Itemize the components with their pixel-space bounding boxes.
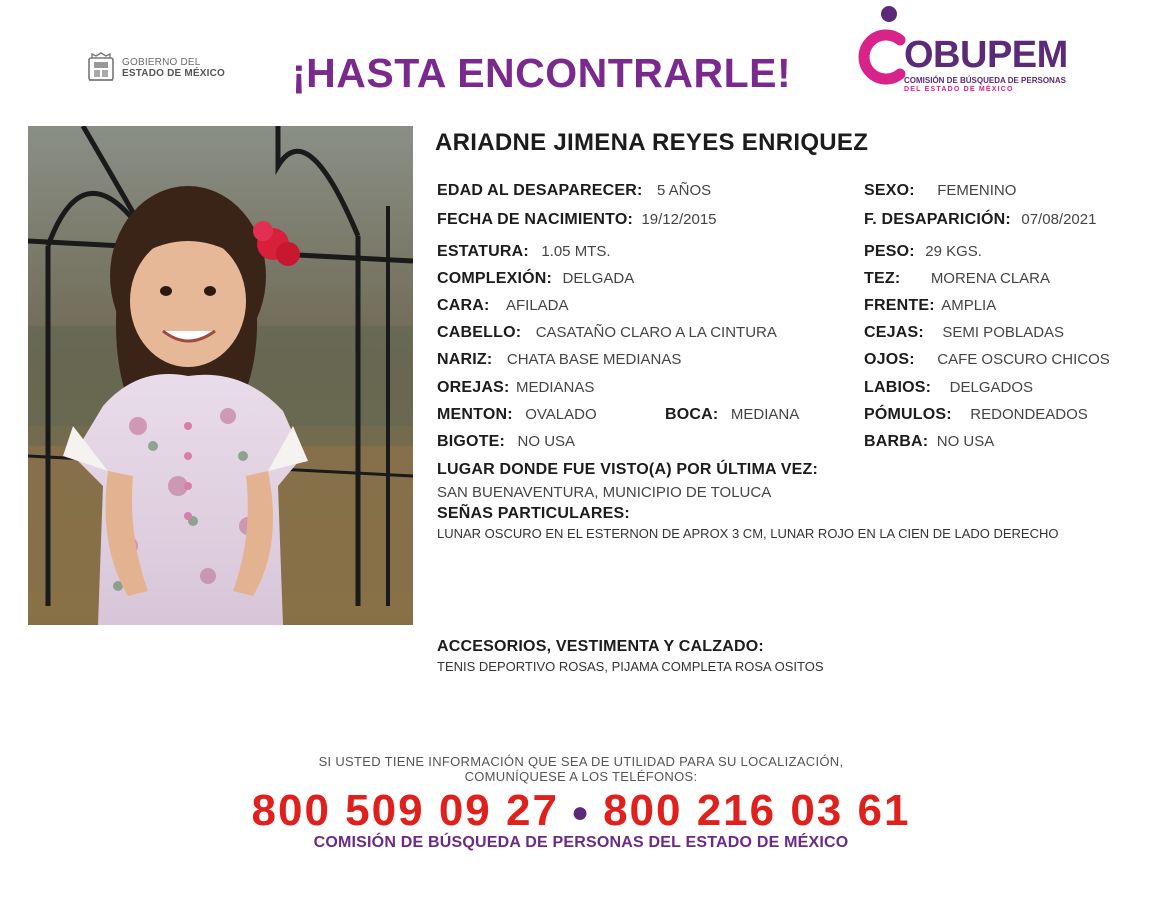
gov-logo-text <box>122 57 225 79</box>
field-pomulos-label: PÓMULOS: <box>864 406 952 423</box>
phone-number-1[interactable]: 800 509 09 27 <box>251 786 559 835</box>
field-menton-value: OVALADO <box>525 406 597 423</box>
field-desaparicion <box>864 211 1096 229</box>
field-cabello-label: CABELLO: <box>437 324 522 341</box>
field-tez <box>864 270 1050 288</box>
field-ojos-value: CAFE OSCURO CHICOS <box>937 351 1110 368</box>
field-boca-label: BOCA: <box>665 406 719 423</box>
footer-info-line2: COMUNÍQUESE A LOS TELÉFONOS: <box>464 769 698 784</box>
field-nacimiento <box>437 211 717 229</box>
field-nacimiento-value: 19/12/2015 <box>641 211 717 228</box>
agency-logo <box>856 4 1066 100</box>
field-lugar <box>437 461 818 501</box>
field-complexion <box>437 270 634 288</box>
phone-number-2[interactable]: 800 216 03 61 <box>603 786 911 835</box>
person-name: ARIADNE JIMENA REYES ENRIQUEZ <box>435 129 869 156</box>
field-peso-label: PESO: <box>864 243 915 260</box>
field-edad-label: EDAD AL DESAPARECER: <box>437 182 643 199</box>
field-bigote-label: BIGOTE: <box>437 433 506 450</box>
field-menton-label: MENTON: <box>437 406 513 423</box>
field-lugar-label: LUGAR DONDE FUE VISTO(A) POR ÚLTIMA VEZ: <box>437 461 819 478</box>
field-desaparicion-label: F. DESAPARICIÓN: <box>864 211 1011 228</box>
field-cara-value: AFILADA <box>506 297 569 314</box>
agency-logo-word: OBUPEM <box>904 34 1068 76</box>
field-nacimiento-label: FECHA DE NACIMIENTO: <box>437 211 633 228</box>
field-boca <box>665 406 799 424</box>
field-accesorios <box>437 638 823 674</box>
field-frente <box>864 297 996 315</box>
field-barba-label: BARBA: <box>864 433 929 450</box>
field-tez-value: MORENA CLARA <box>930 270 1051 287</box>
field-boca-value: MEDIANA <box>730 406 800 423</box>
field-sexo-label: SEXO: <box>864 182 915 199</box>
field-cara-label: CARA: <box>437 297 490 314</box>
field-nariz-value: CHATA BASE MEDIANAS <box>506 351 682 368</box>
field-lugar-value: SAN BUENAVENTURA, MUNICIPIO DE TOLUCA <box>437 484 772 501</box>
field-edad-value: 5 AÑOS <box>656 182 712 199</box>
field-labios-label: LABIOS: <box>864 379 932 396</box>
agency-logo-sub2: DEL ESTADO DE MÉXICO <box>904 86 1014 93</box>
field-frente-value: AMPLIA <box>941 297 997 314</box>
field-tez-label: TEZ: <box>864 270 901 287</box>
phone-numbers <box>0 786 1162 836</box>
field-barba-value: NO USA <box>936 433 995 450</box>
headline: ¡HASTA ENCONTRARLE! <box>292 50 792 96</box>
field-cejas-label: CEJAS: <box>864 324 924 341</box>
separator-dot-icon: ● <box>570 796 592 830</box>
gov-logo-line1: GOBIERNO DEL <box>122 57 201 68</box>
field-barba <box>864 433 994 451</box>
field-senas <box>437 505 1058 541</box>
field-ojos <box>864 351 1110 369</box>
agency-logo-sub1: COMISIÓN DE BÚSQUEDA DE PERSONAS <box>904 76 1066 85</box>
field-nariz <box>437 351 681 369</box>
field-senas-label: SEÑAS PARTICULARES: <box>437 505 630 522</box>
footer-info-line1: SI USTED TIENE INFORMACIÓN QUE SEA DE UTILIDAD PARA SU LOCALIZACIÓN, <box>318 754 844 769</box>
field-ojos-label: OJOS: <box>864 351 915 368</box>
state-emblem-icon <box>86 52 116 84</box>
field-pomulos-value: REDONDEADOS <box>970 406 1088 423</box>
field-cejas-value: SEMI POBLADAS <box>942 324 1065 341</box>
field-pomulos <box>864 406 1088 424</box>
gov-logo <box>86 52 225 84</box>
field-orejas-value: MEDIANAS <box>515 379 595 396</box>
photo-illustration <box>28 126 413 625</box>
field-senas-value: LUNAR OSCURO EN EL ESTERNON DE APROX 3 CM, LUNAR ROJO EN LA CIEN DE LADO DERECHO <box>437 526 1059 541</box>
agency-logo-subtitle <box>904 76 1066 94</box>
commission-name: COMISIÓN DE BÚSQUEDA DE PERSONAS DEL ESTADO DE MÉXICO <box>313 834 849 851</box>
field-estatura-label: ESTATURA: <box>437 243 529 260</box>
field-cabello <box>437 324 777 342</box>
field-estatura <box>437 243 611 261</box>
field-cabello-value: CASATAÑO CLARO A LA CINTURA <box>535 324 777 341</box>
field-bigote <box>437 433 575 451</box>
field-cara <box>437 297 569 315</box>
field-accesorios-label: ACCESORIOS, VESTIMENTA Y CALZADO: <box>437 638 764 655</box>
field-frente-label: FRENTE: <box>864 297 935 314</box>
field-bigote-value: NO USA <box>517 433 576 450</box>
field-peso <box>864 243 982 261</box>
field-menton <box>437 406 597 424</box>
field-orejas <box>437 379 594 397</box>
field-cejas <box>864 324 1064 342</box>
field-accesorios-value: TENIS DEPORTIVO ROSAS, PIJAMA COMPLETA ROSA OSITOS <box>437 659 824 674</box>
field-peso-value: 29 KGS. <box>925 243 982 260</box>
field-sexo-value: FEMENINO <box>937 182 1017 199</box>
field-edad <box>437 182 711 200</box>
field-desaparicion-value: 07/08/2021 <box>1021 211 1097 228</box>
missing-person-photo <box>28 126 413 625</box>
field-orejas-label: OREJAS: <box>437 379 510 396</box>
field-labios-value: DELGADOS <box>949 379 1033 396</box>
gov-logo-line2: ESTADO DE MÉXICO <box>122 68 226 79</box>
field-nariz-label: NARIZ: <box>437 351 493 368</box>
field-estatura-value: 1.05 MTS. <box>541 243 611 260</box>
field-sexo <box>864 182 1016 200</box>
field-complexion-value: DELGADA <box>562 270 635 287</box>
field-labios <box>864 379 1033 397</box>
field-complexion-label: COMPLEXIÓN: <box>437 270 553 287</box>
